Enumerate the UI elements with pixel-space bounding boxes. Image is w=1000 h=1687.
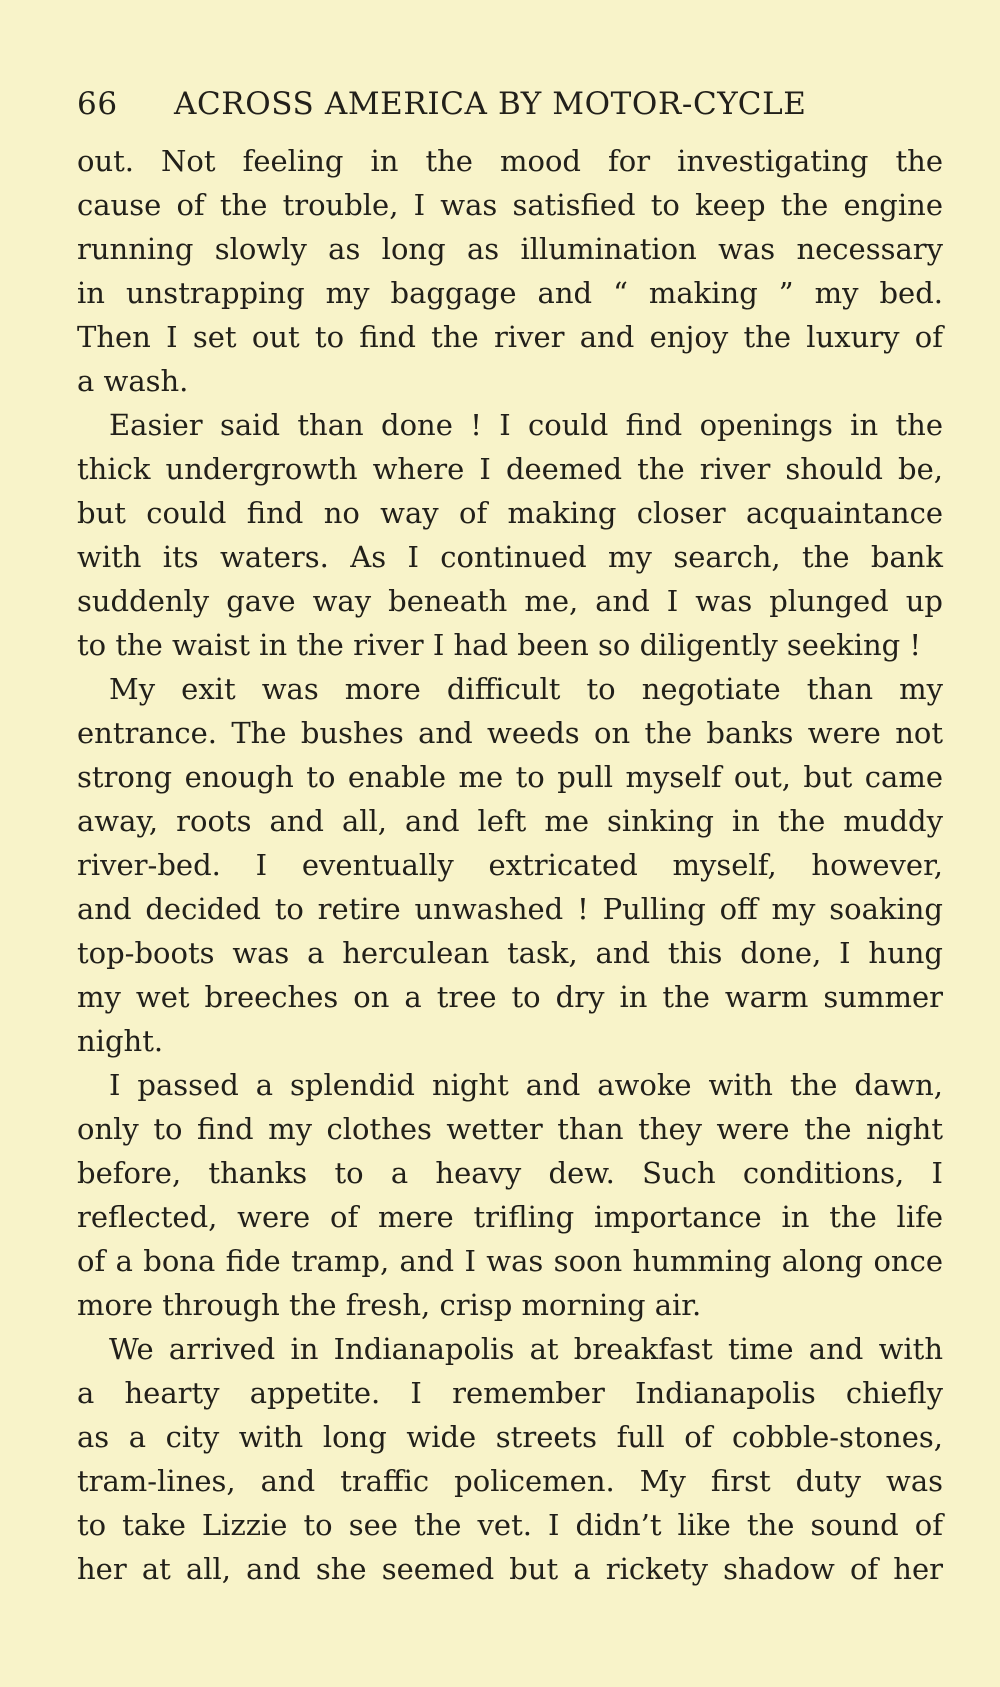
book-page xyxy=(77,82,943,1591)
text-line: My exit was more difficult to negotiate than my xyxy=(109,672,943,706)
text-line: more through the fresh, crisp morning air. xyxy=(77,1288,702,1322)
text-line: strong enough to enable me to pull myself out, but came xyxy=(77,760,943,794)
paragraph-1 xyxy=(77,139,943,403)
text-line: a hearty appetite. I remember Indianapolis chiefly xyxy=(77,1376,943,1410)
text-line: in unstrapping my baggage and “ making ” my bed. xyxy=(77,276,943,310)
text-line: before, thanks to a heavy dew. Such conditions, I xyxy=(77,1156,943,1190)
text-line: as a city with long wide streets full of cobble-stones, xyxy=(77,1420,943,1454)
text-line: with its waters. As I continued my search, the bank xyxy=(77,540,943,574)
text-line: my wet breeches on a tree to dry in the warm summer xyxy=(77,980,943,1014)
text-line: running slowly as long as illumination was necessary xyxy=(77,232,943,266)
text-line: but could find no way of making closer acquaintance xyxy=(77,496,943,530)
text-line: to take Lizzie to see the vet. I didn’t like the sound of xyxy=(77,1508,943,1542)
text-line: tram-lines, and traffic policemen. My first duty was xyxy=(77,1464,943,1498)
text-line: away, roots and all, and left me sinking in the muddy xyxy=(77,804,943,838)
text-line: a wash. xyxy=(77,364,189,398)
paragraph-5 xyxy=(77,1327,943,1591)
text-line: only to find my clothes wetter than they were the night xyxy=(77,1112,943,1146)
text-line: top-boots was a herculean task, and this done, I hung xyxy=(77,936,943,970)
text-line: I passed a splendid night and awoke with the dawn, xyxy=(109,1068,943,1102)
text-line: of a bona fide tramp, and I was soon humming along once xyxy=(77,1244,943,1278)
text-line: her at all, and she seemed but a rickety shadow of her xyxy=(77,1552,943,1586)
text-line: to the waist in the river I had been so diligently seeking ! xyxy=(77,628,922,662)
body-text xyxy=(77,139,943,1591)
paragraph-3 xyxy=(77,667,943,1063)
text-line: suddenly gave way beneath me, and I was plunged up xyxy=(77,584,943,618)
text-line: out. Not feeling in the mood for investigating the xyxy=(77,144,943,178)
text-line: thick undergrowth where I deemed the river should be, xyxy=(77,452,943,486)
running-title: ACROSS AMERICA BY MOTOR-CYCLE xyxy=(174,86,807,122)
text-line: Then I set out to find the river and enjoy the luxury of xyxy=(77,320,943,354)
text-line: Easier said than done ! I could find openings in the xyxy=(109,408,943,442)
running-head xyxy=(77,82,943,126)
text-line: night. xyxy=(77,1024,164,1058)
paragraph-4 xyxy=(77,1063,943,1327)
text-line: and decided to retire unwashed ! Pulling off my soaking xyxy=(77,892,943,926)
text-line: reflected, were of mere trifling importance in the life xyxy=(77,1200,943,1234)
text-line: river-bed. I eventually extricated myself, however, xyxy=(77,848,943,882)
page-number: 66 xyxy=(77,86,118,122)
paragraph-2 xyxy=(77,403,943,667)
text-line: entrance. The bushes and weeds on the banks were not xyxy=(77,716,943,750)
text-line: We arrived in Indianapolis at breakfast time and with xyxy=(109,1332,943,1366)
text-line: cause of the trouble, I was satisfied to keep the engine xyxy=(77,188,943,222)
